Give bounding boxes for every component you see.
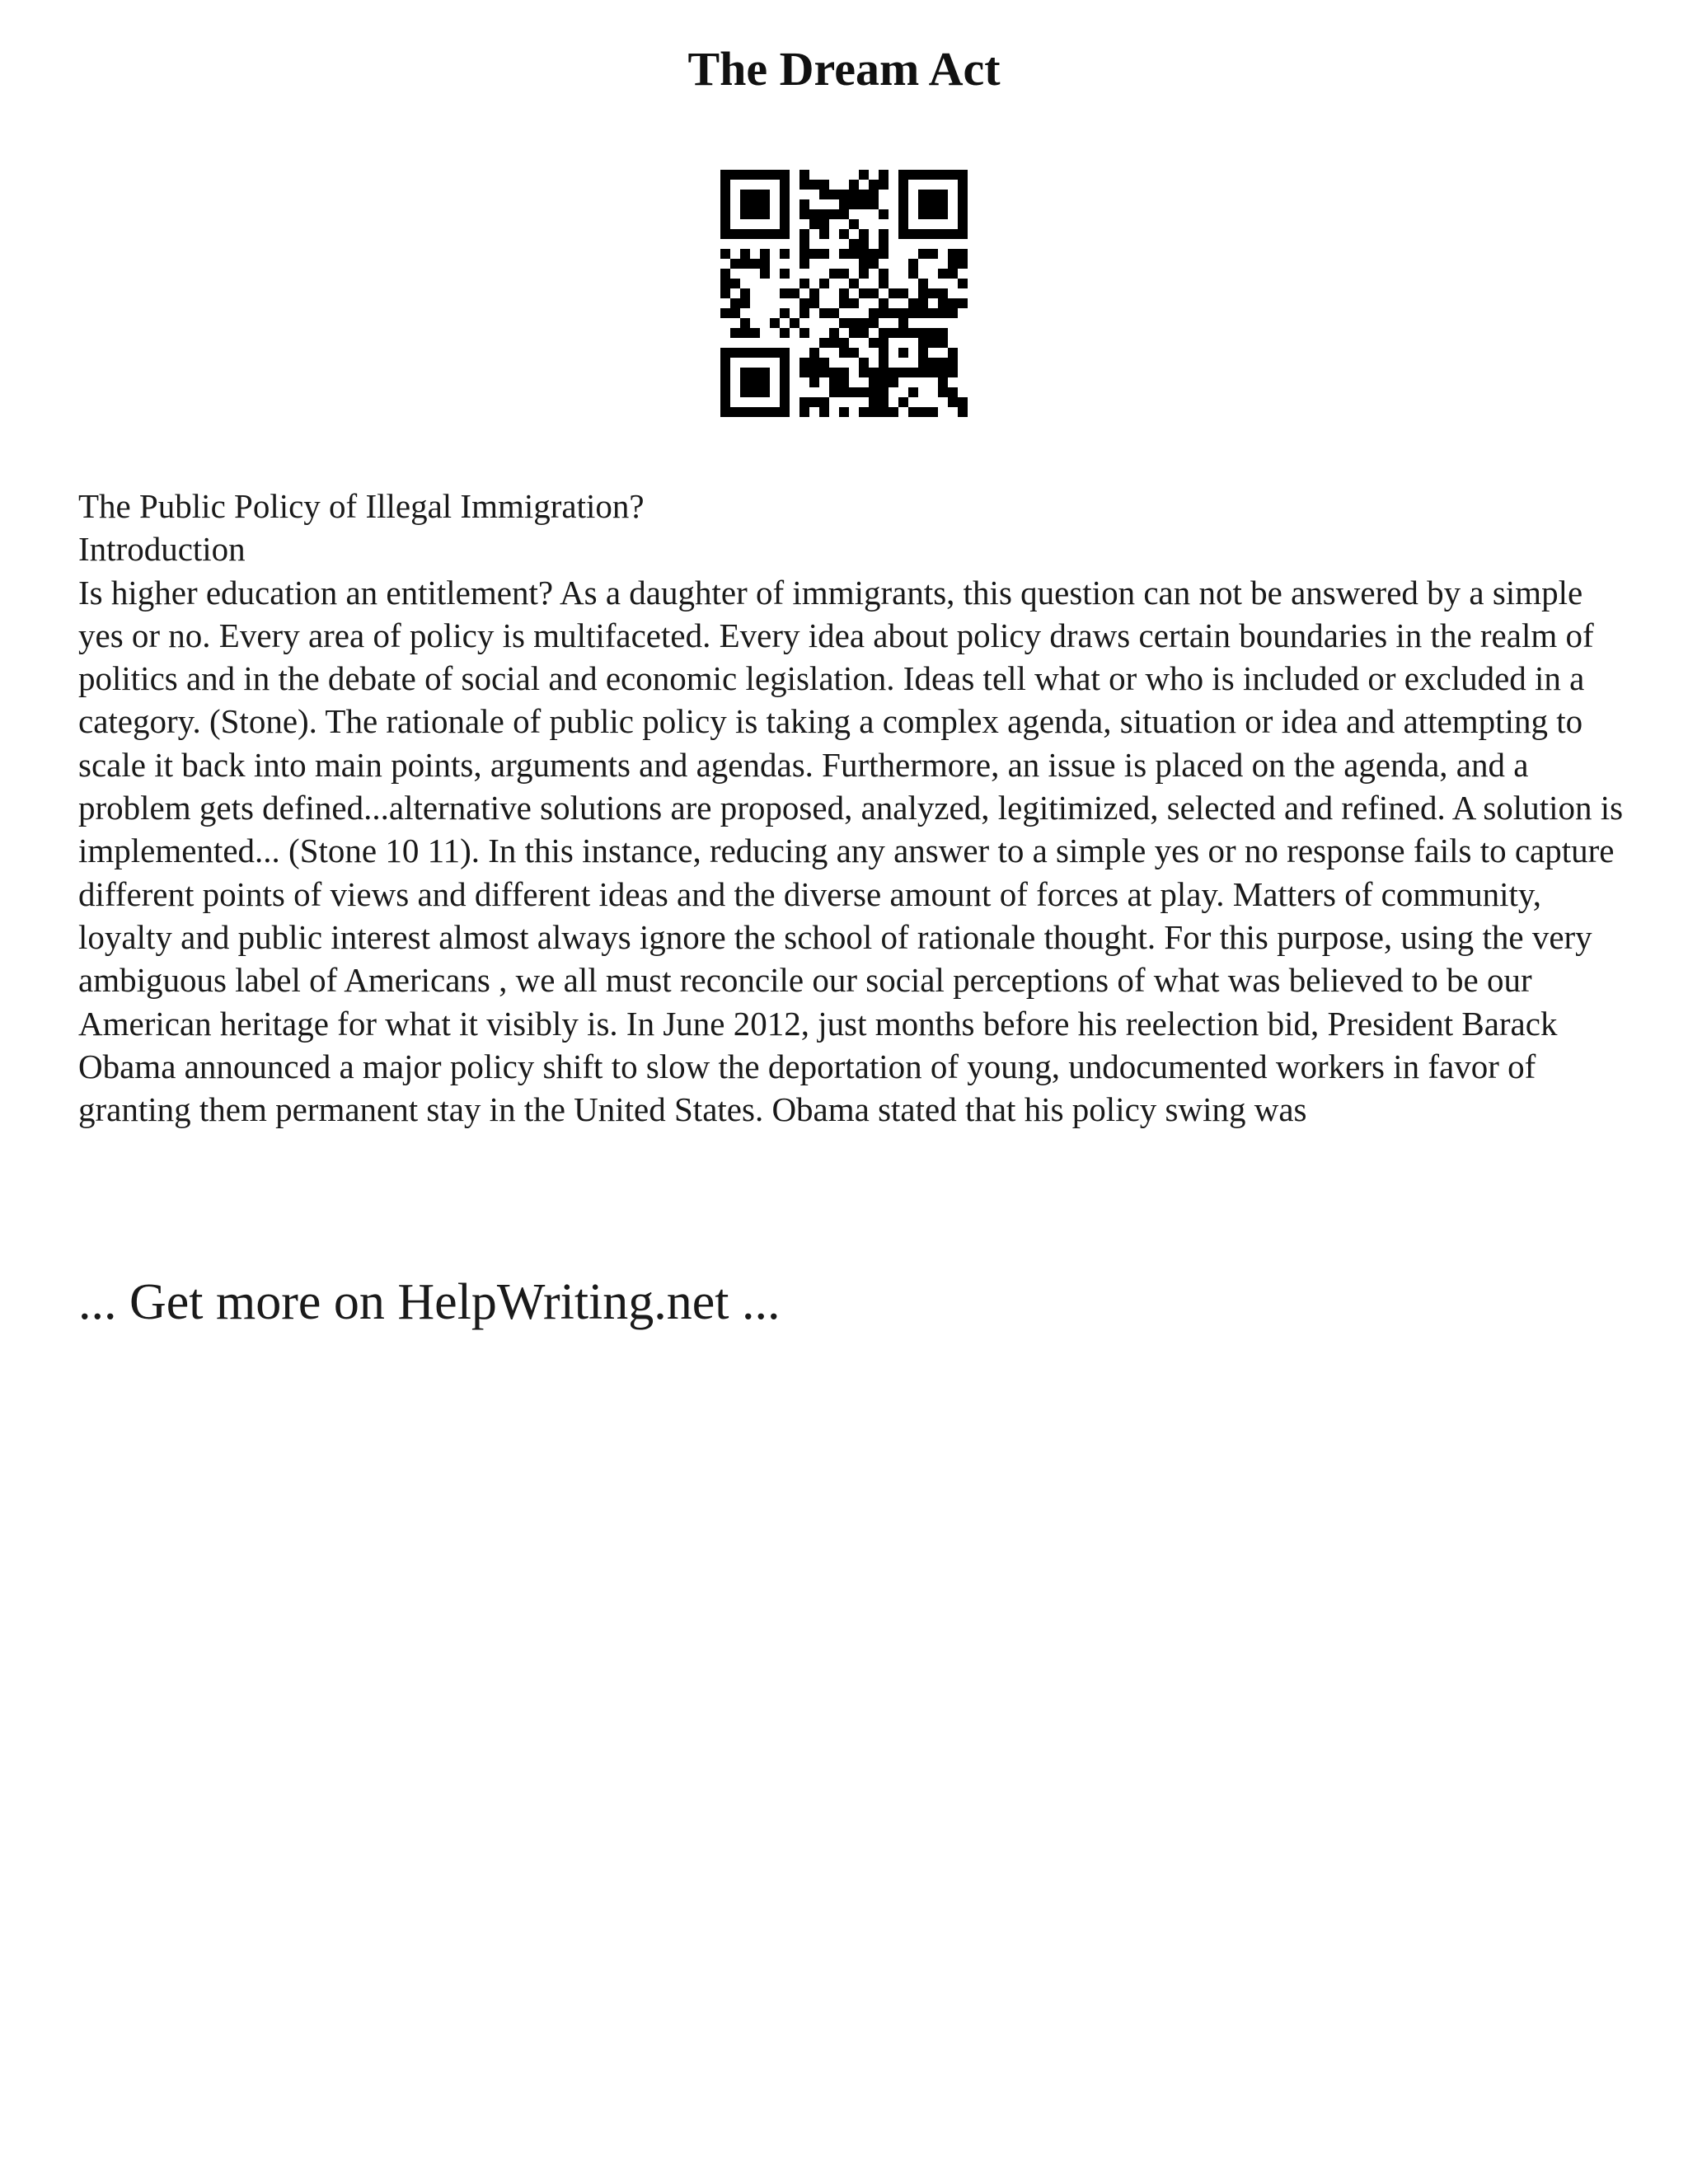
document-title: The Dream Act	[687, 42, 1001, 96]
document-subtitle: The Public Policy of Illegal Immigration?	[78, 487, 645, 525]
get-more-link[interactable]: ... Get more on HelpWriting.net ...	[78, 1274, 781, 1330]
qr-code-graphic	[720, 170, 968, 417]
document-body	[78, 485, 1628, 1131]
qr-code-icon[interactable]	[720, 170, 968, 417]
body-paragraph: Is higher education an entitlement? As a daughter of immigrants, this question can not be answered by a simple yes or no. Every area of policy is multifaceted. Every idea about policy draws certain boundaries in the realm of politics and in the debate of social and economic legislation. Ideas tell what or who is included or excluded in a category. (Stone). The rationale of public policy is taking a complex agenda, situation or idea and attempting to scale it back into main points, arguments and agendas. Furthermore, an issue is placed on the agenda, and a problem gets defined...alternative solutions are proposed, analyzed, legitimized, selected and refined. A solution is implemented... (Stone 10 11). In this instance, reducing any answer to a simple yes or no response fails to capture different points of views and different ideas and the diverse amount of forces at play. Matters of community, loyalty and public interest almost always ignore the school of rationale thought. For this purpose, using the very ambiguous label of Americans , we all must reconcile our social perceptions of what was believed to be our American heritage for what it visibly is. In June 2012, just months before his reelection bid, President Barack Obama announced a major policy shift to slow the deportation of young, undocumented workers in favor of granting them permanent stay in the United States. Obama stated that his policy swing was	[78, 573, 1624, 1129]
section-heading: Introduction	[78, 530, 246, 569]
